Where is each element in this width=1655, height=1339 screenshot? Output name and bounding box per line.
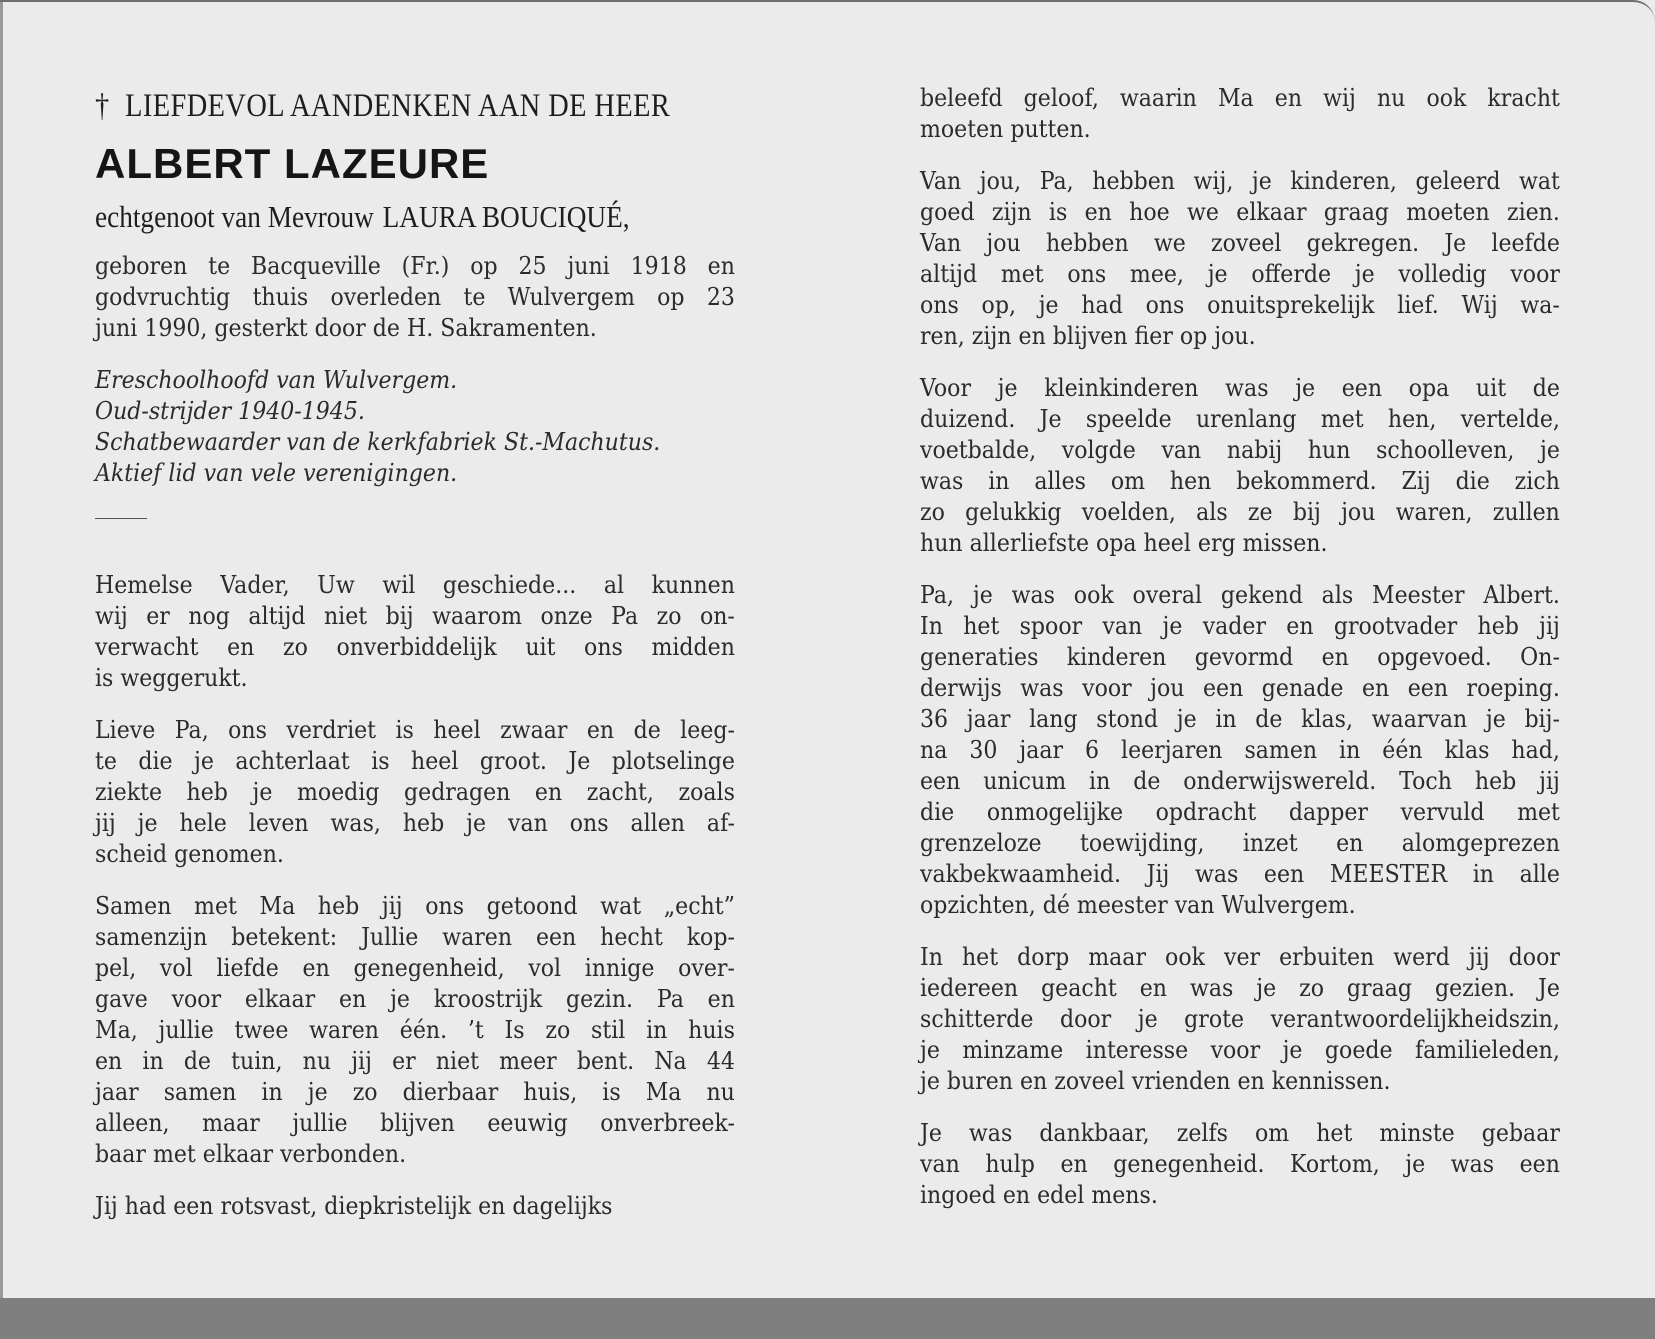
deceased-name: ALBERT LAZEURE [95,140,490,187]
text-line: Hemelse Vader, Uw wil geschiede... al kunnen [95,570,735,599]
roles-list [95,364,735,488]
text-line: na 30 jaar 6 leerjaren samen in één klas had, [920,735,1560,764]
text-line: verwacht en zo onverbiddelijk uit ons midden [95,632,735,661]
text-line: baar met elkaar verbonden. [95,1139,407,1168]
text-line: schitterde door je grote verantwoordelijkheidszin, [920,1004,1560,1033]
text-line: te die je achterlaat is heel groot. Je plotselinge [95,746,735,775]
bio-line: juni 1990, gesterkt door de H. Sakramenten. [95,313,597,342]
divider [95,518,147,519]
text-line: Ma, jullie twee waren één. ’t Is zo stil in huis [95,1015,735,1044]
text-line: samenzijn betekent: Jullie waren een hecht kop- [95,922,735,951]
text-line: scheid genomen. [95,839,284,868]
card-edge [0,2,3,1300]
spouse-name: LAURA BOUCIQUÉ, [382,199,630,234]
text-paragraph [920,941,1560,1096]
text-paragraph [95,890,735,1169]
right-paragraphs [920,82,1560,1210]
text-line: opzichten, dé meester van Wulvergem. [920,890,1356,919]
text-line: is weggerukt. [95,663,248,692]
scan-background [0,1298,1655,1339]
text-line: je buren en zoveel vrienden en kennissen. [920,1066,1391,1095]
role-item: Ereschoolhoofd van Wulvergem. [95,365,458,394]
text-line: 36 jaar lang stond je in de klas, waarvan je bij- [920,704,1560,733]
text-line: Van jou, Pa, hebben wij, je kinderen, geleerd wat [920,166,1560,195]
title-text: LIEFDEVOL AANDENKEN AAN DE HEER [125,88,671,124]
text-line: was in alles om hen bekommerd. Zij die zich [920,466,1560,495]
text-line: die onmogelijke opdracht dapper vervuld met [920,797,1560,826]
text-line: zo gelukkig voelden, als ze bij jou waren, zullen [920,497,1560,526]
text-paragraph [920,372,1560,558]
text-line: Van jou hebben we zoveel gekregen. Je leefde [920,228,1560,257]
bio-line: godvruchtig thuis overleden te Wulvergem op 23 [95,282,735,311]
text-line: alleen, maar jullie blijven eeuwig onverbreek- [95,1108,735,1137]
bio-paragraph [95,250,735,343]
text-line: gave voor elkaar en je kroostrijk gezin. Pa en [95,984,735,1013]
text-line: moeten putten. [920,114,1091,143]
text-line: ren, zijn en blijven fier op jou. [920,321,1256,350]
right-column [920,82,1560,1231]
left-paragraphs [95,569,735,1221]
text-line: altijd met ons mee, je offerde je volledig voor [920,259,1560,288]
text-line: In het spoor van je vader en grootvader heb jij [920,611,1560,640]
role-item: Oud-strijder 1940-1945. [95,396,365,425]
spouse-line [95,196,658,238]
bio-line: geboren te Bacqueville (Fr.) op 25 juni 1918 en [95,251,735,280]
text-paragraph [95,1190,735,1221]
text-line: van hulp en genegenheid. Kortom, je was een [920,1149,1560,1178]
text-line: een unicum in de onderwijswereld. Toch heb jij [920,766,1560,795]
text-line: iedereen geacht en was je zo graag gezien. Je [920,973,1560,1002]
text-line: hun allerliefste opa heel erg missen. [920,528,1328,557]
text-line: grenzeloze toewijding, inzet en alomgeprezen [920,828,1560,857]
text-line: In het dorp maar ook ver erbuiten werd jij door [920,942,1560,971]
text-line: duizend. Je speelde urenlang met hen, vertelde, [920,404,1560,433]
text-line: wij er nog altijd niet bij waarom onze Pa zo on- [95,601,735,630]
text-paragraph [920,579,1560,920]
text-line: je minzame interesse voor je goede familieleden, [920,1035,1560,1064]
text-line: goed zijn is en hoe we elkaar graag moeten zien. [920,197,1560,226]
text-line: Samen met Ma heb jij ons getoond wat „echt” [95,891,735,920]
text-line: jij je hele leven was, heb je van ons allen af- [95,808,735,837]
text-line: generaties kinderen gevormd en opgevoed. On- [920,642,1560,671]
left-column [95,82,735,1242]
text-line: Je was dankbaar, zelfs om het minste gebaar [920,1118,1560,1147]
text-line: ziekte heb je moedig gedragen en zacht, zoals [95,777,735,806]
cross-icon: † [95,88,110,124]
card-title [95,84,671,128]
text-line: en in de tuin, nu jij er niet meer bent. Na 44 [95,1046,735,1075]
text-line: pel, vol liefde en genegenheid, vol innige over- [95,953,735,982]
text-paragraph [95,714,735,869]
role-item: Schatbewaarder van de kerkfabriek St.-Machutus. [95,427,661,456]
text-line: Jij had een rotsvast, diepkristelijk en dagelijks [95,1191,613,1220]
text-line: ingoed en edel mens. [920,1180,1158,1209]
text-paragraph [920,1117,1560,1210]
text-line: beleefd geloof, waarin Ma en wij nu ook kracht [920,83,1560,112]
text-line: derwijs was voor jou een genade en een roeping. [920,673,1560,702]
role-item: Aktief lid van vele verenigingen. [95,458,458,487]
text-line: Pa, je was ook overal gekend als Meester Albert. [920,580,1560,609]
text-line: jaar samen in je zo dierbaar huis, is Ma nu [95,1077,735,1106]
text-line: ons op, je had ons onuitsprekelijk lief. Wij wa- [920,290,1560,319]
text-paragraph [920,82,1560,144]
text-paragraph [920,165,1560,351]
text-line: voetbalde, volgde van nabij hun schoolleven, je [920,435,1560,464]
text-line: Lieve Pa, ons verdriet is heel zwaar en de leeg- [95,715,735,744]
spouse-prefix: echtgenoot van Mevrouw [95,199,374,234]
text-line: vakbekwaamheid. Jij was een MEESTER in alle [920,859,1560,888]
text-paragraph [95,569,735,693]
text-line: Voor je kleinkinderen was je een opa uit de [920,373,1560,402]
